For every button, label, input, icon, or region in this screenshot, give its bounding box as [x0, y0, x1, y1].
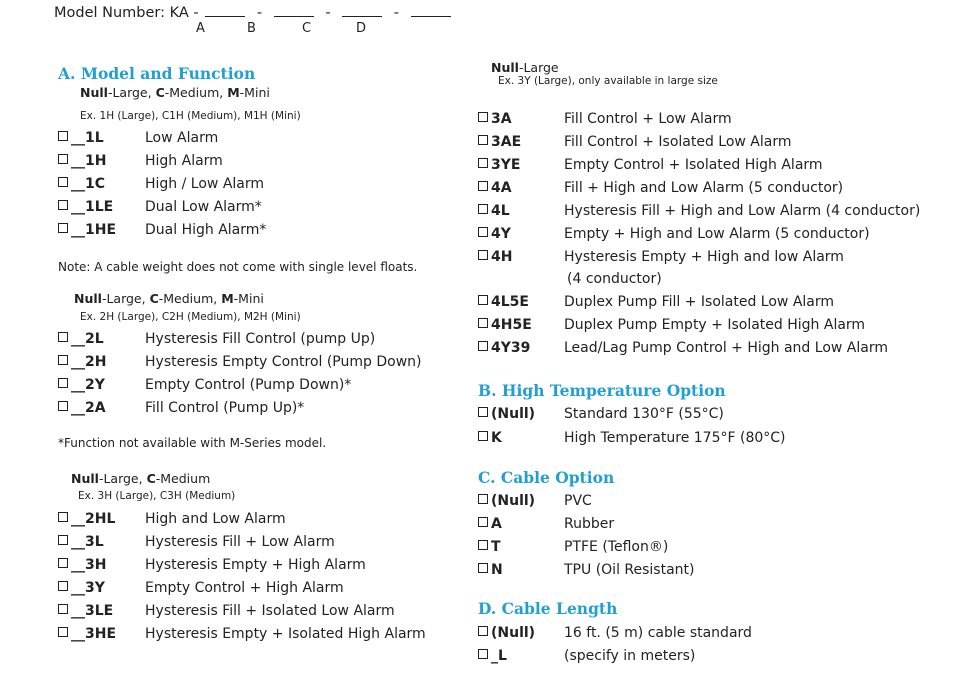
section-d-title: D. Cable Length	[478, 599, 618, 618]
example-text: Ex. 1H (Large), C1H (Medium), M1H (Mini)	[80, 110, 301, 122]
group3-list	[58, 508, 448, 645]
list-item[interactable]: __2HL High and Low Alarm	[58, 508, 448, 530]
checkbox-icon[interactable]	[478, 431, 488, 441]
blank-d[interactable]	[411, 3, 451, 17]
list-item[interactable]: __1HE Dual High Alarm*	[58, 219, 438, 241]
checkbox-icon[interactable]	[478, 517, 488, 527]
checkbox-icon[interactable]	[478, 112, 488, 122]
checkbox-icon[interactable]	[58, 131, 68, 141]
checkbox-icon[interactable]	[58, 512, 68, 522]
blank-a[interactable]	[205, 3, 245, 17]
checkbox-icon[interactable]	[478, 227, 488, 237]
checkbox-icon[interactable]	[478, 135, 488, 145]
list-item[interactable]: 4Y Empty + High and Low Alarm (5 conductor)	[478, 223, 948, 245]
section-b-list	[478, 403, 948, 449]
list-item[interactable]: 4H Hysteresis Empty + High and low Alarm	[478, 246, 948, 268]
section-c-title: C. Cable Option	[478, 468, 615, 487]
list-item[interactable]: __3LE Hysteresis Fill + Isolated Low Alarm	[58, 600, 448, 622]
example-text: Ex. 3H (Large), C3H (Medium)	[78, 490, 236, 502]
list-item[interactable]: __2Y Empty Control (Pump Down)*	[58, 374, 438, 396]
list-item[interactable]: (Null) Standard 130°F (55°C)	[478, 403, 948, 425]
checkbox-icon[interactable]	[478, 204, 488, 214]
list-item[interactable]: K High Temperature 175°F (80°C)	[478, 427, 948, 449]
size-options: Null-Large, C-Medium, M-Mini	[80, 85, 270, 100]
checkbox-icon[interactable]	[58, 378, 68, 388]
list-item[interactable]: N TPU (Oil Resistant)	[478, 559, 948, 581]
model-number-line	[54, 3, 453, 21]
list-item[interactable]: 4A Fill + High and Low Alarm (5 conductor)	[478, 177, 948, 199]
list-item[interactable]: 4H5E Duplex Pump Empty + Isolated High Alarm	[478, 314, 948, 336]
checkbox-icon[interactable]	[58, 223, 68, 233]
checkbox-icon[interactable]	[58, 604, 68, 614]
letter-a: A	[196, 21, 205, 36]
section-c-list	[478, 490, 948, 581]
checkbox-icon[interactable]	[478, 318, 488, 328]
checkbox-icon[interactable]	[58, 401, 68, 411]
checkbox-icon[interactable]	[478, 181, 488, 191]
list-item-continuation: (4 conductor)	[567, 271, 662, 287]
note-text: Note: A cable weight does not come with single level floats.	[58, 260, 418, 274]
section-d-list	[478, 622, 948, 667]
list-item[interactable]: _L (specify in meters)	[478, 645, 948, 667]
list-item[interactable]: 4L5E Duplex Pump Fill + Isolated Low Alarm	[478, 291, 948, 313]
checkbox-icon[interactable]	[478, 407, 488, 417]
letter-c: C	[302, 21, 312, 36]
list-item[interactable]: __1H High Alarm	[58, 150, 438, 172]
checkbox-icon[interactable]	[478, 158, 488, 168]
list-item[interactable]: __3HE Hysteresis Empty + Isolated High Alarm	[58, 623, 448, 645]
list-item[interactable]: __2L Hysteresis Fill Control (pump Up)	[58, 328, 438, 350]
example-text: Ex. 3Y (Large), only available in large size	[498, 75, 718, 87]
checkbox-icon[interactable]	[58, 627, 68, 637]
list-item[interactable]: __3Y Empty Control + High Alarm	[58, 577, 448, 599]
letter-d: D	[356, 21, 367, 36]
checkbox-icon[interactable]	[58, 177, 68, 187]
section-b-title: B. High Temperature Option	[478, 381, 726, 400]
checkbox-icon[interactable]	[478, 649, 488, 659]
checkbox-icon[interactable]	[58, 200, 68, 210]
list-item[interactable]: 4Y39 Lead/Lag Pump Control + High and Low Alarm	[478, 337, 948, 359]
list-item[interactable]: (Null) 16 ft. (5 m) cable standard	[478, 622, 948, 644]
size-options: Null-Large, C-Medium	[71, 471, 211, 486]
checkbox-icon[interactable]	[478, 494, 488, 504]
checkbox-icon[interactable]	[58, 558, 68, 568]
size-options: Null-Large, C-Medium, M-Mini	[74, 291, 264, 306]
group1-list	[58, 127, 438, 241]
letter-b: B	[247, 21, 256, 36]
checkbox-icon[interactable]	[478, 295, 488, 305]
checkbox-icon[interactable]	[58, 535, 68, 545]
list-item[interactable]: 3AE Fill Control + Isolated Low Alarm	[478, 131, 948, 153]
list-item[interactable]: __3L Hysteresis Fill + Low Alarm	[58, 531, 448, 553]
list-item[interactable]: T PTFE (Teflon®)	[478, 536, 948, 558]
checkbox-icon[interactable]	[478, 540, 488, 550]
checkbox-icon[interactable]	[58, 581, 68, 591]
group2-list	[58, 328, 438, 419]
size-options: Null-Large	[491, 60, 559, 75]
list-item[interactable]: __1LE Dual Low Alarm*	[58, 196, 438, 218]
list-item[interactable]: __1C High / Low Alarm	[58, 173, 438, 195]
dash: -	[393, 5, 400, 21]
checkbox-icon[interactable]	[478, 626, 488, 636]
dash: -	[325, 5, 331, 21]
large-list	[478, 108, 948, 359]
list-item[interactable]: __2H Hysteresis Empty Control (Pump Down)	[58, 351, 438, 373]
checkbox-icon[interactable]	[478, 563, 488, 573]
blank-b[interactable]	[274, 3, 314, 17]
blank-c[interactable]	[342, 3, 382, 17]
checkbox-icon[interactable]	[58, 355, 68, 365]
checkbox-icon[interactable]	[478, 250, 488, 260]
section-a-title: A. Model and Function	[58, 64, 256, 83]
list-item[interactable]: A Rubber	[478, 513, 948, 535]
checkbox-icon[interactable]	[478, 341, 488, 351]
list-item[interactable]: 3YE Empty Control + Isolated High Alarm	[478, 154, 948, 176]
list-item[interactable]: (Null) PVC	[478, 490, 948, 512]
model-number-label: Model Number: KA -	[54, 5, 199, 21]
list-item[interactable]: __2A Fill Control (Pump Up)*	[58, 397, 438, 419]
list-item[interactable]: __3H Hysteresis Empty + High Alarm	[58, 554, 448, 576]
note-text: *Function not available with M-Series model.	[58, 436, 327, 450]
dash: -	[256, 5, 263, 21]
checkbox-icon[interactable]	[58, 154, 68, 164]
list-item[interactable]: __1L Low Alarm	[58, 127, 438, 149]
checkbox-icon[interactable]	[58, 332, 68, 342]
list-item[interactable]: 3A Fill Control + Low Alarm	[478, 108, 948, 130]
example-text: Ex. 2H (Large), C2H (Medium), M2H (Mini)	[80, 311, 301, 323]
list-item[interactable]: 4L Hysteresis Fill + High and Low Alarm (4 conductor)	[478, 200, 948, 222]
